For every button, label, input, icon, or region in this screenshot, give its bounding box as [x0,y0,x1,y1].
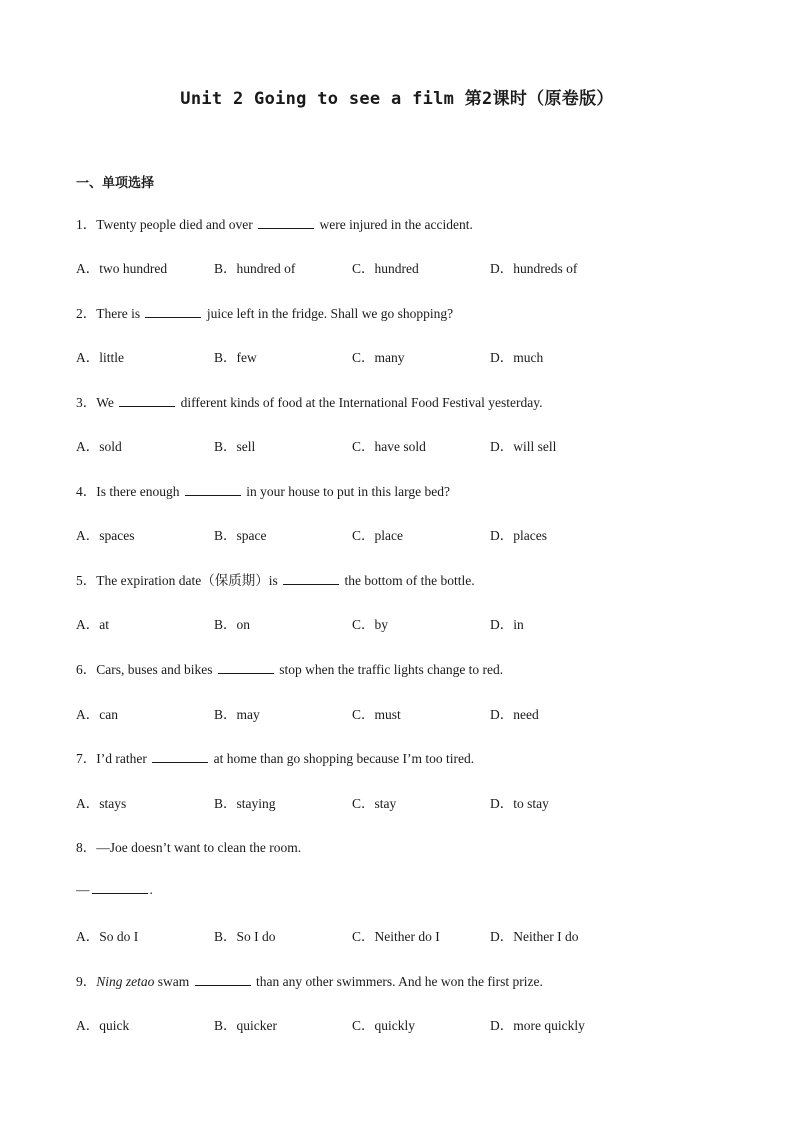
option-a[interactable]: A．little [76,350,124,365]
question-2 [76,302,453,322]
option-a[interactable]: A．stays [76,796,127,811]
option-d[interactable]: D．more quickly [490,1018,585,1033]
option-a[interactable]: A．can [76,707,118,722]
question-text: than any other swimmers. And he won the first prize. [256,974,543,989]
option-d[interactable]: D．places [490,528,547,543]
option-c[interactable]: C．Neither do I [352,929,440,944]
option-b[interactable]: B．So I do [214,929,276,944]
question-number: 5． [76,573,97,588]
question-text: stop when the traffic lights change to red. [279,662,504,677]
option-d[interactable]: D．in [490,617,524,632]
answer-blank [218,661,274,674]
question-text: the bottom of the bottle. [344,573,475,588]
question-number: 1． [76,217,97,232]
question-4 [76,480,450,500]
question-number: 2． [76,306,97,321]
answer-blank [152,750,208,763]
question-text: at home than go shopping because I’m too tired. [213,751,475,766]
option-b[interactable]: B．may [214,707,260,722]
option-a[interactable]: A．spaces [76,528,135,543]
option-c[interactable]: C．many [352,350,405,365]
option-b[interactable]: B．staying [214,796,276,811]
option-c[interactable]: C．have sold [352,439,426,454]
question-text: The expiration date（保质期）is [96,573,278,588]
options-3 [76,435,716,455]
option-c[interactable]: C．must [352,707,401,722]
option-d[interactable]: D．will sell [490,439,557,454]
question-number: 7． [76,751,97,766]
options-8 [76,925,716,945]
question-text: in your house to put in this large bed? [246,484,450,499]
question-8 [76,836,301,856]
option-c[interactable]: C．place [352,528,403,543]
option-b[interactable]: B．few [214,350,257,365]
question-text: juice left in the fridge. Shall we go shopping? [206,306,454,321]
question-number: 9． [76,974,97,989]
option-d[interactable]: D．Neither I do [490,929,579,944]
question-number: 6． [76,662,97,677]
option-d[interactable]: D．need [490,707,539,722]
option-c[interactable]: C．by [352,617,389,632]
option-b[interactable]: B．on [214,617,251,632]
option-d[interactable]: D．hundreds of [490,261,578,276]
question-text: —Joe doesn’t want to clean the room. [96,840,302,855]
question-7 [76,747,474,767]
question-number: 3． [76,395,97,410]
option-a[interactable]: A．at [76,617,109,632]
question-text: different kinds of food at the International Food Festival yesterday. [180,395,543,410]
option-c[interactable]: C．hundred [352,261,419,276]
question-number: 4． [76,484,97,499]
option-a[interactable]: A．sold [76,439,122,454]
option-c[interactable]: C．quickly [352,1018,415,1033]
options-7 [76,792,716,812]
option-a[interactable]: A．quick [76,1018,130,1033]
question-text: swam [157,974,190,989]
option-a[interactable]: A．So do I [76,929,139,944]
answer-blank [119,394,175,407]
option-b[interactable]: B．sell [214,439,256,454]
question-text: I’d rather [96,751,147,766]
option-b[interactable]: B．hundred of [214,261,296,276]
option-b[interactable]: B．space [214,528,267,543]
answer-blank [185,483,241,496]
answer-blank [92,881,148,894]
question-text: were injured in the accident. [319,217,473,232]
question-8-reply [76,881,153,898]
option-c[interactable]: C．stay [352,796,397,811]
options-4 [76,524,716,544]
question-text: Is there enough [96,484,180,499]
option-d[interactable]: D．to stay [490,796,549,811]
period: . [149,882,153,897]
question-text: We [96,395,114,410]
options-6 [76,703,716,723]
question-1 [76,213,473,233]
question-5 [76,569,475,589]
option-d[interactable]: D．much [490,350,544,365]
dash: — [76,882,90,897]
question-text: There is [96,306,141,321]
question-text: Cars, buses and bikes [96,662,213,677]
question-number: 8． [76,840,97,855]
options-2 [76,346,716,366]
question-9 [76,970,543,990]
answer-blank [258,216,314,229]
options-9 [76,1014,716,1034]
option-a[interactable]: A．two hundred [76,261,168,276]
options-1 [76,257,716,277]
section-title: 一、单项选择 [76,176,155,191]
answer-blank [195,973,251,986]
question-text: Twenty people died and over [96,217,253,232]
question-6 [76,658,503,678]
page-title: Unit 2 Going to see a film 第2课时（原卷版） [180,89,614,109]
options-5 [76,613,716,633]
answer-blank [283,572,339,585]
answer-blank [145,305,201,318]
person-name: Ning zetao [96,974,155,989]
option-b[interactable]: B．quicker [214,1018,277,1033]
question-3 [76,391,542,411]
